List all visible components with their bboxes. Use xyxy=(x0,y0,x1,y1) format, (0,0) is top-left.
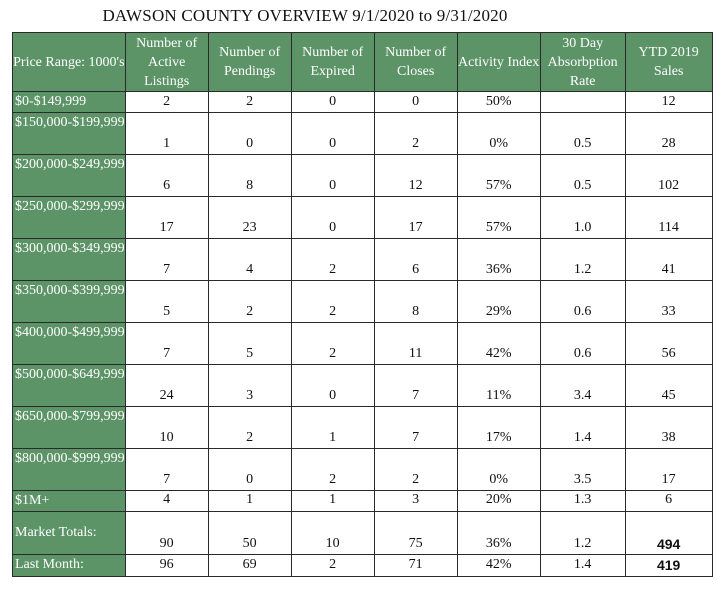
activity-index-cell: 17% xyxy=(457,407,540,449)
activity-index-cell: 0% xyxy=(457,449,540,491)
activity-index-cell: 42% xyxy=(457,323,540,365)
table-row xyxy=(13,155,713,197)
table-row xyxy=(13,239,713,281)
price-range-cell: $500,000-$649,999 xyxy=(13,365,126,407)
closes-cell: 7 xyxy=(374,407,457,449)
expired-cell: 0 xyxy=(291,365,374,407)
absorption-rate-cell: 0.6 xyxy=(540,323,625,365)
pendings-cell: 0 xyxy=(208,449,291,491)
price-range-cell: $1M+ xyxy=(13,491,126,512)
pendings-cell: 69 xyxy=(208,554,291,576)
active-listings-cell: 5 xyxy=(125,281,208,323)
ytd-sales-cell: 33 xyxy=(625,281,712,323)
market-overview-table xyxy=(12,32,713,577)
table-row xyxy=(13,323,713,365)
price-range-cell: $0-$149,999 xyxy=(13,92,126,113)
header-activity-index: Activity Index xyxy=(457,33,540,92)
closes-cell: 71 xyxy=(374,554,457,576)
absorption-rate-cell: 1.4 xyxy=(540,407,625,449)
closes-cell: 0 xyxy=(374,92,457,113)
table-row xyxy=(13,113,713,155)
price-range-cell: $250,000-$299,999 xyxy=(13,197,126,239)
totals-label: Market Totals: xyxy=(13,511,126,554)
closes-cell: 3 xyxy=(374,491,457,512)
ytd-sales-cell: 28 xyxy=(625,113,712,155)
activity-index-cell: 20% xyxy=(457,491,540,512)
table-row xyxy=(13,449,713,491)
active-listings-cell: 96 xyxy=(125,554,208,576)
pendings-cell: 5 xyxy=(208,323,291,365)
ytd-sales-cell: 419 xyxy=(625,554,712,576)
closes-cell: 7 xyxy=(374,365,457,407)
expired-cell: 2 xyxy=(291,281,374,323)
activity-index-cell: 29% xyxy=(457,281,540,323)
activity-index-cell: 57% xyxy=(457,155,540,197)
active-listings-cell: 6 xyxy=(125,155,208,197)
activity-index-cell: 11% xyxy=(457,365,540,407)
expired-cell: 1 xyxy=(291,407,374,449)
expired-cell: 0 xyxy=(291,197,374,239)
ytd-sales-cell: 41 xyxy=(625,239,712,281)
pendings-cell: 2 xyxy=(208,281,291,323)
closes-cell: 75 xyxy=(374,511,457,554)
ytd-sales-cell: 494 xyxy=(625,511,712,554)
expired-cell: 1 xyxy=(291,491,374,512)
active-listings-cell: 17 xyxy=(125,197,208,239)
closes-cell: 2 xyxy=(374,449,457,491)
ytd-sales-cell: 38 xyxy=(625,407,712,449)
closes-cell: 11 xyxy=(374,323,457,365)
header-absorption-rate: 30 Day Absorbption Rate xyxy=(540,33,625,92)
price-range-cell: $650,000-$799,999 xyxy=(13,407,126,449)
price-range-cell: $350,000-$399,999 xyxy=(13,281,126,323)
expired-cell: 10 xyxy=(291,511,374,554)
totals-row xyxy=(13,511,713,554)
pendings-cell: 8 xyxy=(208,155,291,197)
ytd-sales-cell: 102 xyxy=(625,155,712,197)
pendings-cell: 2 xyxy=(208,407,291,449)
price-range-cell: $200,000-$249,999 xyxy=(13,155,126,197)
expired-cell: 2 xyxy=(291,323,374,365)
absorption-rate-cell: 1.3 xyxy=(540,491,625,512)
expired-cell: 2 xyxy=(291,449,374,491)
price-range-cell: $300,000-$349,999 xyxy=(13,239,126,281)
absorption-rate-cell: 1.0 xyxy=(540,197,625,239)
ytd-sales-cell: 17 xyxy=(625,449,712,491)
expired-cell: 0 xyxy=(291,92,374,113)
pendings-cell: 50 xyxy=(208,511,291,554)
active-listings-cell: 10 xyxy=(125,407,208,449)
last-month-label: Last Month: xyxy=(13,554,126,576)
pendings-cell: 4 xyxy=(208,239,291,281)
table-row xyxy=(13,197,713,239)
active-listings-cell: 2 xyxy=(125,92,208,113)
header-price-range: Price Range: 1000's xyxy=(13,33,126,92)
active-listings-cell: 7 xyxy=(125,239,208,281)
table-row xyxy=(13,407,713,449)
header-closes: Number of Closes xyxy=(374,33,457,92)
ytd-sales-cell: 6 xyxy=(625,491,712,512)
active-listings-cell: 4 xyxy=(125,491,208,512)
absorption-rate-cell: 1.4 xyxy=(540,554,625,576)
expired-cell: 2 xyxy=(291,554,374,576)
activity-index-cell: 57% xyxy=(457,197,540,239)
closes-cell: 17 xyxy=(374,197,457,239)
closes-cell: 8 xyxy=(374,281,457,323)
pendings-cell: 3 xyxy=(208,365,291,407)
activity-index-cell: 36% xyxy=(457,239,540,281)
activity-index-cell: 42% xyxy=(457,554,540,576)
absorption-rate-cell: 3.4 xyxy=(540,365,625,407)
expired-cell: 0 xyxy=(291,155,374,197)
active-listings-cell: 1 xyxy=(125,113,208,155)
header-row xyxy=(13,33,713,92)
header-active-listings: Number of Active Listings xyxy=(125,33,208,92)
closes-cell: 12 xyxy=(374,155,457,197)
table-row xyxy=(13,491,713,512)
closes-cell: 2 xyxy=(374,113,457,155)
absorption-rate-cell: 1.2 xyxy=(540,239,625,281)
expired-cell: 0 xyxy=(291,113,374,155)
activity-index-cell: 36% xyxy=(457,511,540,554)
ytd-sales-cell: 12 xyxy=(625,92,712,113)
page-title: DAWSON COUNTY OVERVIEW 9/1/2020 to 9/31/2020 xyxy=(102,6,508,25)
pendings-cell: 2 xyxy=(208,92,291,113)
active-listings-cell: 90 xyxy=(125,511,208,554)
header-ytd-sales: YTD 2019 Sales xyxy=(625,33,712,92)
last-month-row xyxy=(13,554,713,576)
pendings-cell: 1 xyxy=(208,491,291,512)
pendings-cell: 0 xyxy=(208,113,291,155)
closes-cell: 6 xyxy=(374,239,457,281)
ytd-sales-cell: 114 xyxy=(625,197,712,239)
active-listings-cell: 7 xyxy=(125,449,208,491)
ytd-sales-cell: 45 xyxy=(625,365,712,407)
price-range-cell: $150,000-$199,999 xyxy=(13,113,126,155)
price-range-cell: $400,000-$499,999 xyxy=(13,323,126,365)
active-listings-cell: 24 xyxy=(125,365,208,407)
active-listings-cell: 7 xyxy=(125,323,208,365)
absorption-rate-cell: 0.5 xyxy=(540,113,625,155)
header-expired: Number of Expired xyxy=(291,33,374,92)
absorption-rate-cell: 0.5 xyxy=(540,155,625,197)
price-range-cell: $800,000-$999,999 xyxy=(13,449,126,491)
table-row xyxy=(13,281,713,323)
absorption-rate-cell: 1.2 xyxy=(540,511,625,554)
absorption-rate-cell xyxy=(540,92,625,113)
activity-index-cell: 0% xyxy=(457,113,540,155)
absorption-rate-cell: 3.5 xyxy=(540,449,625,491)
expired-cell: 2 xyxy=(291,239,374,281)
table-row xyxy=(13,365,713,407)
activity-index-cell: 50% xyxy=(457,92,540,113)
ytd-sales-cell: 56 xyxy=(625,323,712,365)
header-pendings: Number of Pendings xyxy=(208,33,291,92)
absorption-rate-cell: 0.6 xyxy=(540,281,625,323)
table-row xyxy=(13,92,713,113)
pendings-cell: 23 xyxy=(208,197,291,239)
